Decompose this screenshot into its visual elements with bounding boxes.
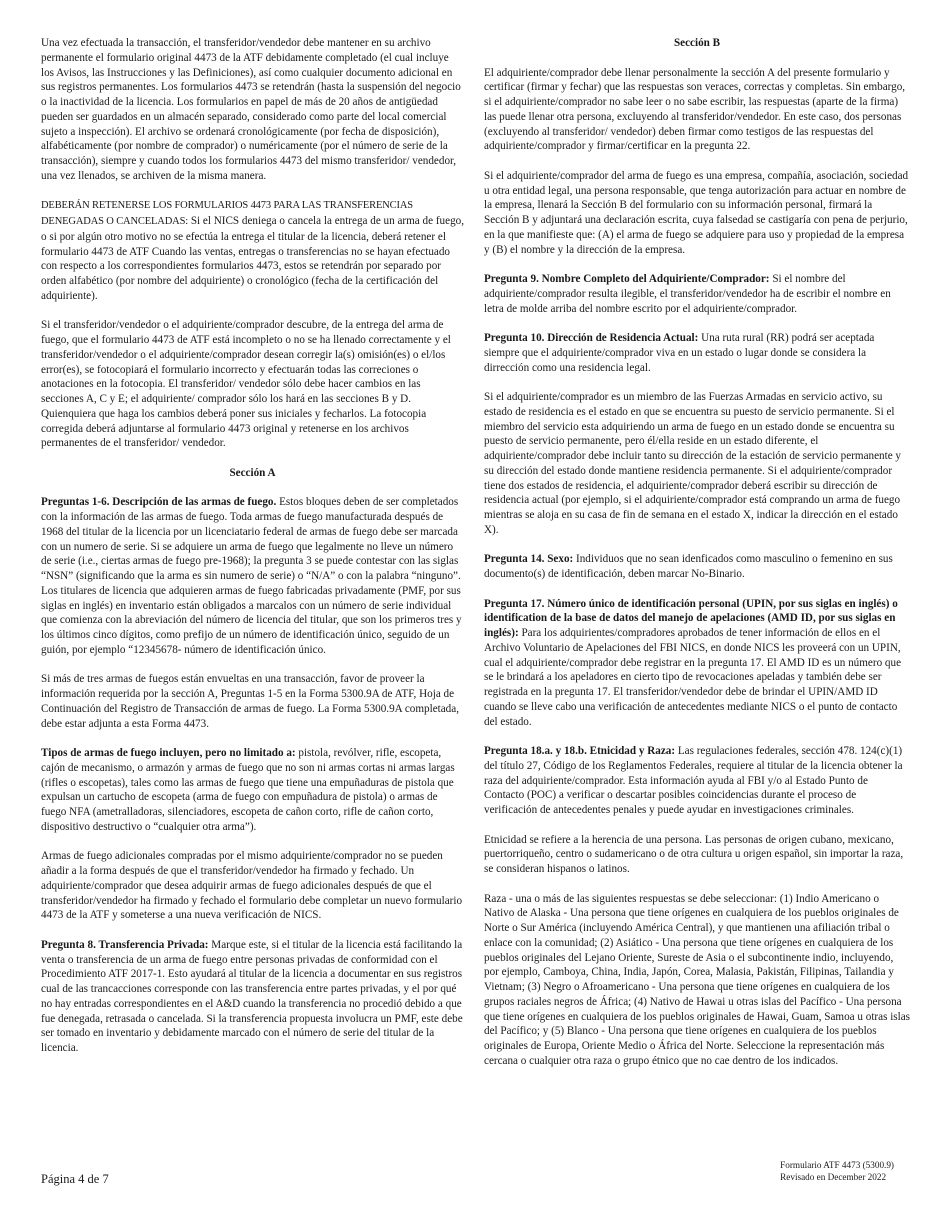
- question-9-title: Pregunta 9. Nombre Completo del Adquiriente/Comprador:: [484, 273, 770, 285]
- question-18-title: Pregunta 18.a. y 18.b. Etnicidad y Raza:: [484, 745, 676, 757]
- additional-firearms-paragraph: Armas de fuego adicionales compradas por el mismo adquiriente/comprador no se pueden añadir a la forma después de que el transferidor/vendedor ha firmado y fechado. Un adquiriente/comprador que desea adquirir armas de fuego adicionales después de que el transferidor/vendedor ha firmado y fechado el formulario debe completar un nuevo formulario 4473 de la ATF y someterse a una nueva verificación de NICS.: [41, 850, 463, 922]
- business-entity-paragraph: Si el adquiriente/comprador del arma de fuego es una empresa, compañía, asociación, sociedad u otra entidad legal, una persona responsable, que tenga autorización para actuar en nombre de la empresa, llenará la Sección B del formulario con su información personal, firmará la Sección B y adjuntará una declaración escrita, cuya falsedad se castigaría con pena de perjurio, en la que manifieste que: (A) el arma de fuego se adquiere para uso y propiedad de la empresa y (B) el nombre y la dirección de la empresa.: [484, 169, 909, 256]
- question-14-text: Individuos que no sean idenficados como masculino o femenino en sus documento(s) de identificación, deben marcar No-Binario.: [484, 553, 893, 580]
- question-10-title: Pregunta 10. Dirección de Residencia Actual:: [484, 332, 699, 344]
- continuation-sheet-paragraph: Si más de tres armas de fuegos están envueltas en una transacción, favor de proveer la información requerida por la sección A, Preguntas 1-5 en la Forma 5300.9A de ATF, Hoja de Continuación del Registro de Transacción de armas de fuego. La Forma 5300.9A completada, debe estar adjunta a esta Forma 4473.: [41, 673, 459, 730]
- section-b-heading: Sección B: [673, 37, 721, 49]
- left-column: [41, 36, 464, 1056]
- section-a-heading: Sección A: [229, 466, 276, 479]
- form-identifier: [780, 1160, 894, 1183]
- transferee-certification-paragraph: El adquiriente/comprador debe llenar personalmente la sección A del presente formulario y certificar (firmar y fechar) que las respuestas son veraces, correctas y completas. Sin embargo, si el adquiriente/comprador no sabe leer o no sabe escribir, las respuestas (aparte de la firma) las puede llenar otra persona, excluyendo al transferidor/vendedor. En este caso, dos personas (excluyendo al transferidor/ vendedor) deben firmar como testigos de las respuestas del adquiriente/comprador y firmar/certificar en la pregunta 22.: [484, 66, 906, 153]
- question-8-title: Pregunta 8. Transferencia Privada:: [41, 938, 209, 951]
- question-14-title: Pregunta 14. Sexo:: [484, 553, 574, 566]
- question-10-paragraph: [484, 331, 910, 375]
- right-column: [484, 36, 910, 1069]
- question-18-text: Las regulaciones federales, sección 478. 124(c)(1) del título 27, Código de los Reglamentos Federales, requiere al titular de la licencia obtener la raza del adquiriente/comprador. Esta información ayuda al FBI y/o al Estado Punto de Contacto (POC) a verificar o descartar posibles coincidencias durante el proceso de verificación de antecedentes penales y puede ayudar en investigaciones criminales.: [484, 745, 903, 816]
- firearm-types-text: pistola, revólver, rifle, escopeta, cajón de mecanismo, o armazón y armas de fuego que no son ni armas cortas ni armas largas (rifles o escopetas), tales como las armas de fuego que tiene una empuñaduras de pistola que expulsan un cartucho de escopeta (arma de fuego con empuñadura de pistola) o armas de fuego NFA (ametralladoras, silenciadores, escopeta de cañon corto, rifle de cañon corto, dispositivo destructivo o “cualquier otra arma”).: [41, 747, 455, 833]
- questions-1-6-text: Estos bloques deben de ser completados con la información de las armas de fuego. Toda armas de fuego manufacturada después de 1968 del titular de la licencia por un licenciatario federal de armas de fuego debe ser marcada con un numero de serie. Si se adquiere un arma de fuego que legalmente no lleve un número de serie (i.e., ciertas armas de fuego pre-1968); la pregunta 3 se puede contestar con las siglas “NSN” (significando que la arma es sin numero de serie) o “N/A” o con la palabra “ninguno”. Los titulares de licencia que adquieren armas de fuego fabricadas privadamente (PMF, por sus siglas en inglés) en inventario están obligados a marcalos con un número de serie individual que comienza con la abreviación del número de licencia del titular, que son los primeros tres y los últimos cinco dígitos, como prefijo de un número de identificación único, seguido de un guión, por ejemplo “12345678- número de identificación único.: [41, 496, 462, 656]
- military-residence-paragraph: Si el adquiriente/comprador es un miembro de las Fuerzas Armadas en servicio activo, su estado de residencia es el estado en que se encuentra su puesto de servicio permanente. Si el miembro del servicio esta adquiriendo un arma de fuego en un estado donde se encuentra su puesto de servicio permanente, pero él/ella reside en un estado diferente, el adquiriente/comprador debe incluir tanto su dirección de la estación de servicio permanente y su dirección del estado donde mantiene residencia permanente. Si el adquiriente/comprador tiene dos estados de residencia, el adquiriente/comprador deberá escribir su dirección de residencia actual (por ejemplo, si el adquiriente/comprador está comprando un arma de fuego mientras se aloja en su casa de fin de semana en el estado X, indicar la dirección en el estado X).: [484, 391, 901, 536]
- race-paragraph: Raza - una o más de las siguientes respuestas se debe seleccionar: (1) Indio Americano o Nativo de Alaska - Una persona que tiene orígenes en cualquiera de los pueblos originales de Norte o Sur América (incluyendo América Central), y que mantienen una afiliación tribal o enlace con la comunidad; (2) Asiático - Una persona que tiene orígenes en cualquiera de los pueblos originales del Lejano Oriente, Sureste de Asia o el subcontinente indio, incluyendo, por ejemplo, Camboya, China, India, Japón, Corea, Malasia, Pakistán, Filipinas, Tailandia y Vietnam; (3) Negro o Afroamericano - Una persona que tiene orígenes en cualquiera de los grupos raciales negros de África; (4) Nativo de Hawai u otras islas del Pacífico - Una persona que tiene orígenes en cualquiera de los pueblos originales de Hawai, Guam, Samoa u otras islas del Pacífico; y (5) Blanco - Una persona que tiene orígenes en cualquiera de los pueblos originales de Europa, Oriente Medio o África del Norte. Seleccione la representación más cercana o cualquier otra raza o grupo étnico que no cae dentro de los indicados.: [484, 892, 911, 1067]
- questions-1-6-paragraph: [41, 495, 464, 657]
- question-17-text: Para los adquirientes/compradores aprobados de tener información de ellos en el Archivo Voluntario de Apelaciones del FBI NICS, en donde NICS les proveerá con un UPIN, cual el adquiriente/comprador debe registrar en la pregunta 17. El AMD ID es un número que se le brindará a los apeladores en cierto tipo de revocaciones apeladas y también debe ser registrada en la pregunta 17. El transferidor/vendedor debe de brindar el UPIN/AMD ID cuando se lleve cabo una verificación de antecedentes mediante NICS o el punto de contacto del estado.: [484, 627, 902, 728]
- ethnicity-paragraph: Etnicidad se refiere a la herencia de una persona. Las personas de origen cubano, mexicano, puertorriqueño, centro o sudamericano o de otra cultura u origen español, sin importar la raza, se consideran hispanos o latinos.: [484, 833, 904, 875]
- retention-paragraph: Una vez efectuada la transacción, el transferidor/vendedor debe mantener en su archivo permanente el formulario original 4473 de la ATF debidamente completado (el cual incluye los Avisos, las Instrucciones y las Definiciones), así como cualquier documento adicional en sus registros permanentes. Los formularios 4473 se retendrán (hasta la suspensión del negocio o la inactividad de la licencia. Los formularios en papel de más de 20 años de antigüedad pueden ser guardados en un almacén separado, considerado como parte del local comercial sujeto a inspección). El archivo se ordenará cronológicamente (por fecha de disposición), alfabéticamente (por nombre de comprador) o numéricamente (por el número de serie de la transacción), siempre y cuando todos los formularios 4473 del mismo transferidor/ vendedor, una vez llenados, se archiven de la misma manera.: [41, 37, 461, 182]
- question-17-title: Pregunta 17. Número único de identificación personal (UPIN, por sus siglas en inglés) o identification de la base de datos del manejo de apelaciones (AMD ID, por sus siglas en inglés):: [484, 597, 898, 639]
- denied-transfers-heading: DEBERÁN RETENERSE LOS FORMULARIOS 4473 PARA LAS TRANSFERENCIAS DENEGADAS O CANCELADAS:: [41, 200, 413, 227]
- question-8-text: Marque este, si el titular de la licencia está facilitando la venta o transferencia de un arma de fuego entre personas privadas de conformidad con el Procedimiento ATF 2017-1. Esto ayudará al titular de la licencia a documentar en sus registros cual de las trancacciones corresponde con las transferencia entre partes privadas, y el por qué no hay entradas correspondientes en el A&D cuando la transferencia no procedió debido a que fue denegada, retrasada o cancelada. Si la transferencia propuesta involucra un PMF, este debe ser tomado en inventario y debidamente marcado con el número de serie del titular de la licencia.: [41, 938, 463, 1054]
- questions-1-6-title: Preguntas 1-6. Descripción de las armas de fuego.: [41, 496, 277, 509]
- denied-transfers-paragraph: [41, 198, 464, 303]
- question-10-text: Una ruta rural (RR) podrá ser aceptada siempre que el adquiriente/comprador viva en un estado o lugar donde se considera la dirrección como una residencia legal.: [484, 332, 875, 374]
- page-number: Página 4 de 7: [41, 1172, 109, 1186]
- question-9-paragraph: [484, 272, 910, 316]
- question-8-paragraph: [41, 938, 464, 1056]
- form-id-line: Formulario ATF 4473 (5300.9): [780, 1160, 894, 1170]
- corrections-paragraph: Si el transferidor/vendedor o el adquiriente/comprador descubre, de la entrega del arma de fuego, que el formulario 4473 de ATF está incompleto o no se ha llenado correctamente y el transferidor/vendedor o el adquiriente/comprador desean corregir la(s) omisión(es) o el/los error(es), se fotocopiará el formulario incorrecto y efectuarán todas las correciones o anotaciones en la fotocopia. El transferidor/ vendedor sólo debe hacer cambios en las secciones A, C y E; el adquiriente/ comprador sólo los hará en las secciones B y D. Quienquiera que haga los cambios deberá poner sus iniciales y fecharlos. La fotocopia corregida deberá adjuntarse al formulario 4473 original y retenerse en los archivos permanentes de el transferidor/ vendedor.: [41, 319, 451, 450]
- question-18-paragraph: [484, 744, 910, 818]
- firearm-types-paragraph: [41, 746, 464, 835]
- question-9-text: Si el nombre del adquiriente/comprador resulta ilegible, el transferidor/vendedor ha de escribir el nombre en letra de molde arriba del nombre escrito por el adquiriente/comprador.: [484, 273, 891, 315]
- firearm-types-title: Tipos de armas de fuego incluyen, pero no limitado a:: [41, 747, 296, 759]
- denied-transfers-text: Si el NICS deniega o cancela la entrega de un arma de fuego, o si por algún otro motivo no se efectúa la entrega el titular de la licencia, deberá retener el formulario 4473 de ATF Cuando las ventas, entregas o transferencias no se hayan efectuado con respecto a los correspondientes formularios 4473, estos se retendrán por separado por orden alfabético (por nombre del adquiriente) o cronológico (fecha de la certificación del adquiriente).: [41, 215, 464, 302]
- question-17-paragraph: [484, 597, 910, 730]
- revision-line: Revisado en December 2022: [780, 1171, 887, 1182]
- question-14-paragraph: [484, 552, 910, 582]
